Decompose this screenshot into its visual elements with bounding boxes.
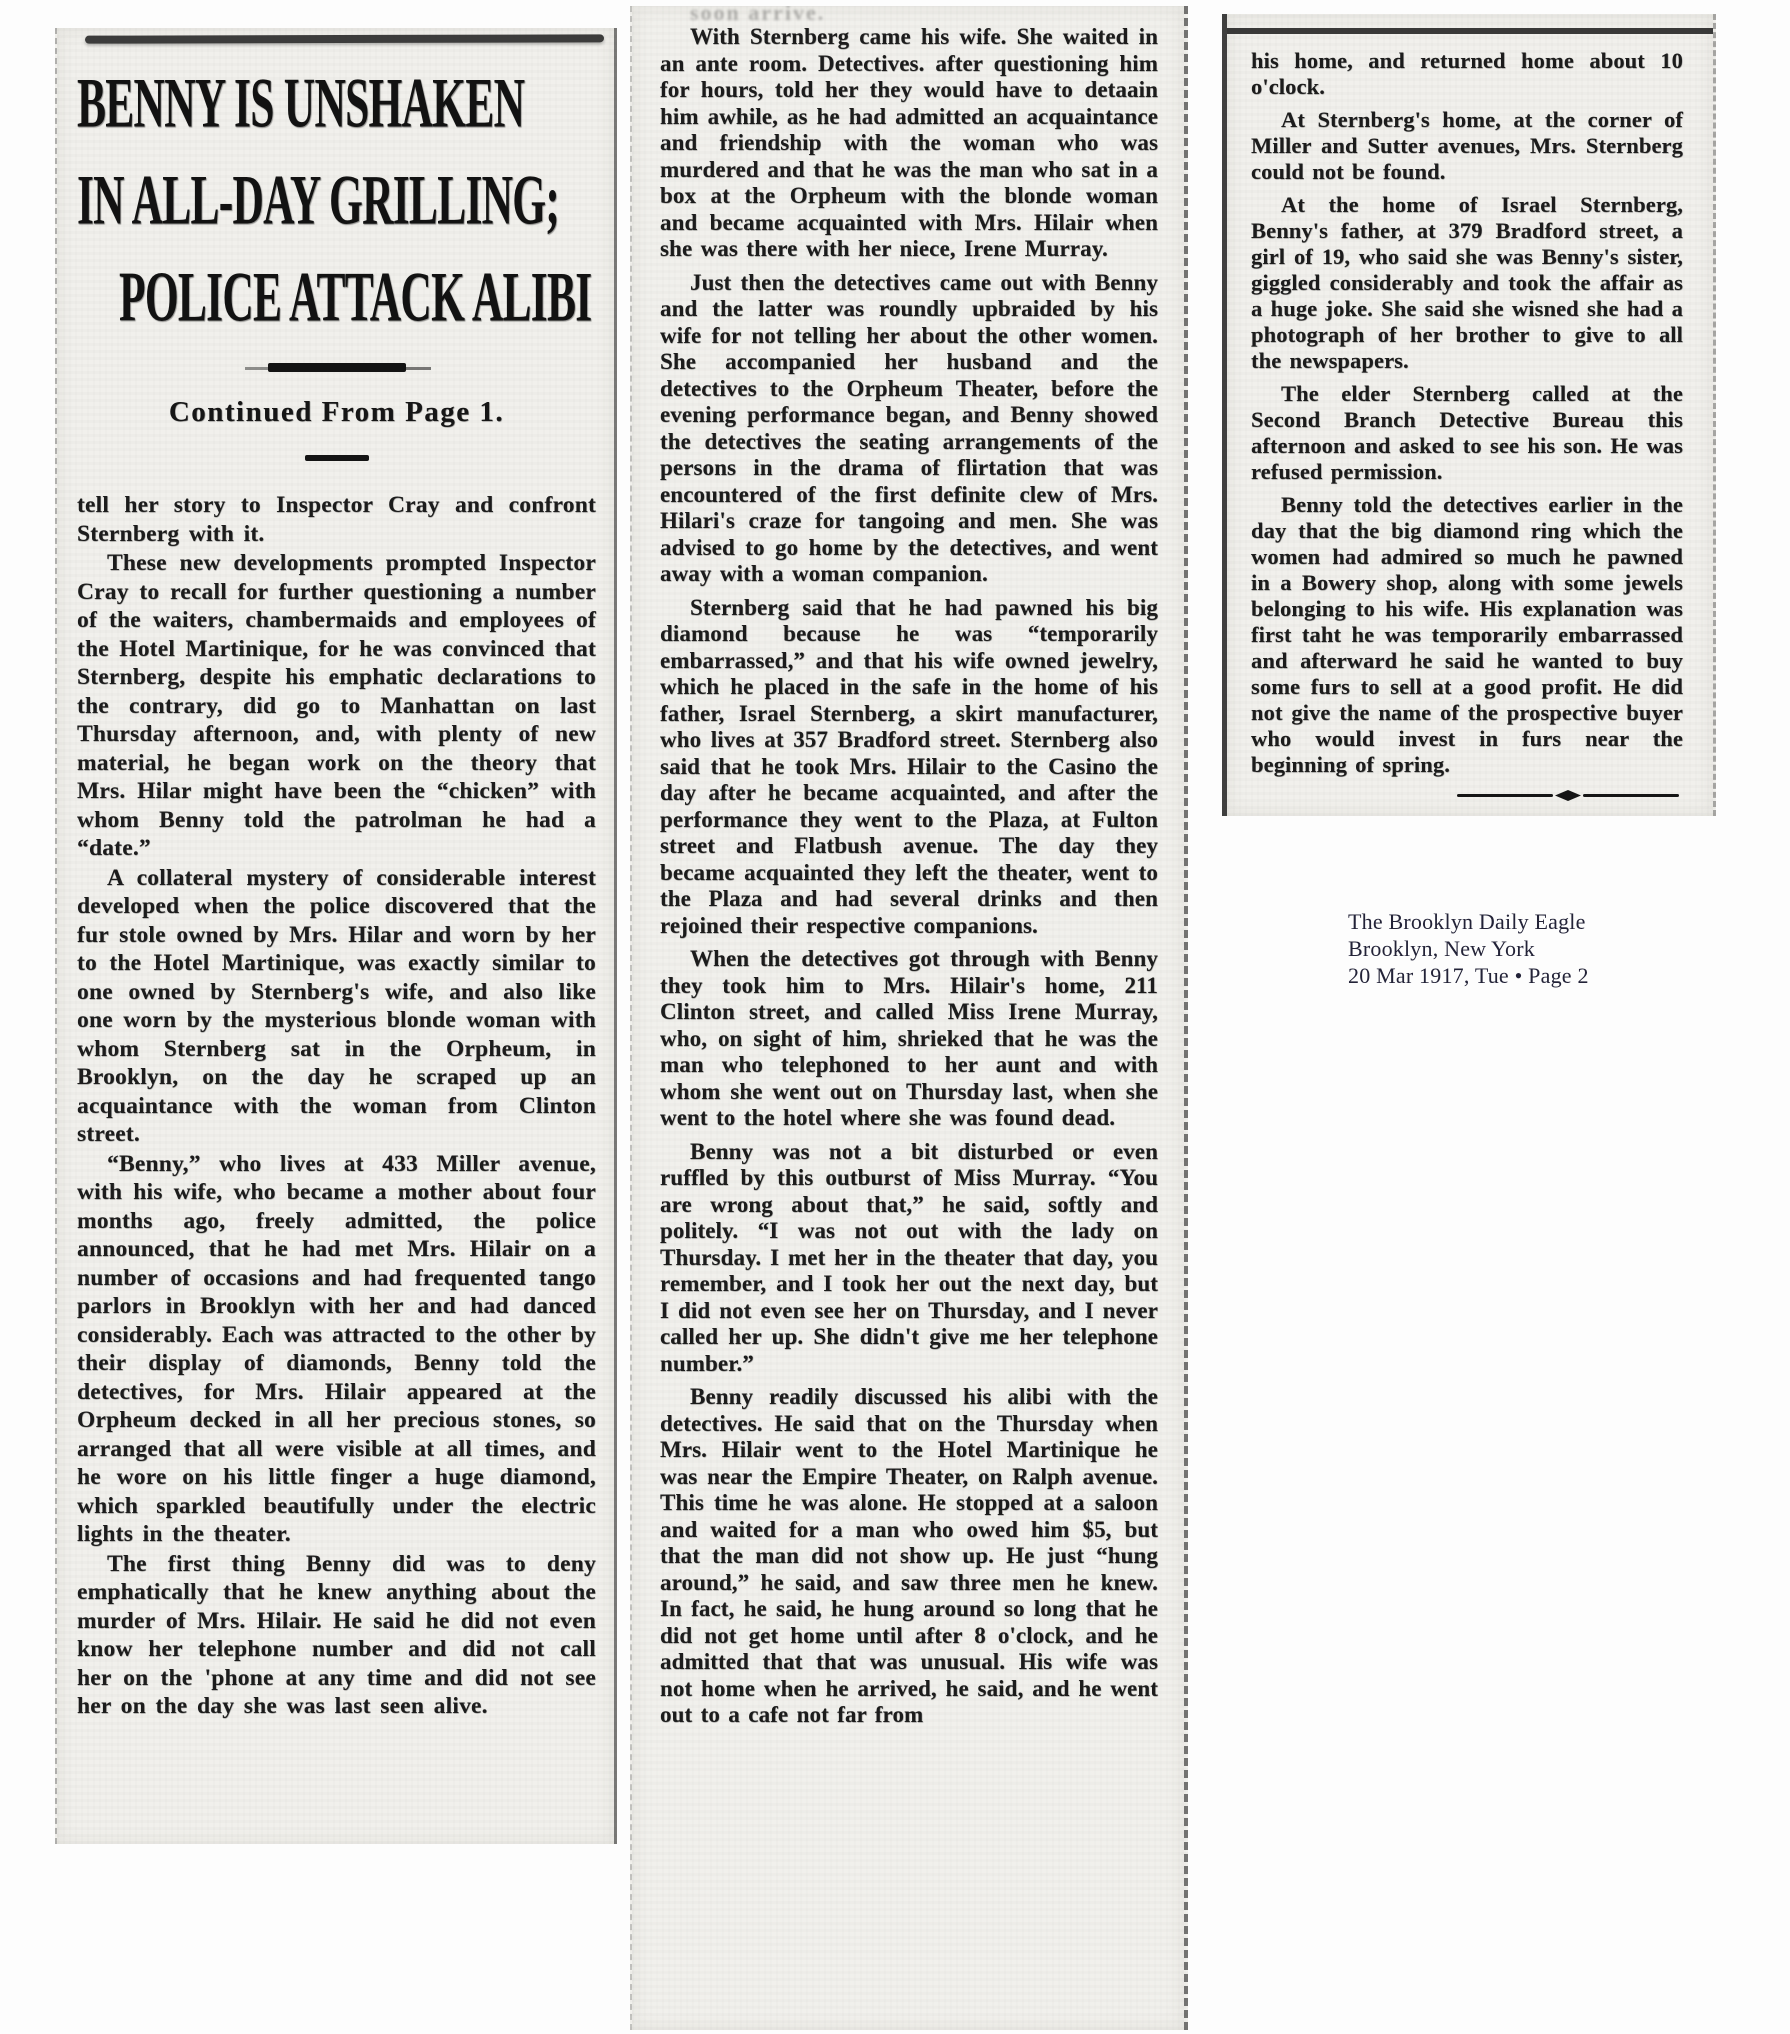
- article-paragraph: A collateral mystery of considerable interest developed when the police discovered that the fur stole owned by Mrs. Hilar and worn by her to the Hotel Martinique, was exactly similar to one owned by Sternberg's wife, and also like one worn by the mysterious blonde woman with whom Sternberg sat in the Orpheum, in Brooklyn, on the day he scraped up an acquaintance with the woman from Clinton street.: [77, 864, 596, 1147]
- newspaper-clipping-column-2: [630, 6, 1188, 2030]
- divider: [268, 363, 406, 372]
- article-headline: [77, 54, 596, 345]
- divider-line: [1457, 794, 1553, 797]
- article-paragraph: With Sternberg came his wife. She waited in an ante room. Detectives. after questioning him for hours, told her they would have to detaain him awhile, as he had admitted an acquaintance and friendship with the woman who was murdered and that he was the man who sat in a box at the Orpheum with the blonde woman and became acquainted with Mrs. Hilair when she was there with her niece, Irene Murray.: [660, 24, 1158, 261]
- article-body-column-1: [77, 491, 596, 1721]
- newspaper-clipping-column-3: [1222, 14, 1716, 816]
- article-paragraph: These new developments prompted Inspector Cray to recall for further questioning a number of the waiters, chambermaids and employees of the Hotel Martinique, for he was convinced that Sternberg, despite his emphatic declarations to the contrary, did go to Manhattan on last Thursday afternoon, and, with plenty of new material, he began work on the theory that Mrs. Hilar might have been the “chicken” with whom Benny told the patrolman he had a “date.”: [77, 550, 596, 861]
- article-paragraph: At the home of Israel Sternberg, Benny's father, at 379 Bradford street, a girl of 19, who said she was Benny's sister, giggled considerably and took the affair as a huge joke. She said she wisned she had a photograph of her brother to give to all the newspapers.: [1251, 192, 1683, 373]
- diamond-icon: [1555, 790, 1581, 801]
- citation-line: Brooklyn, New York: [1348, 936, 1535, 961]
- cutoff-text-line: soon arrive.: [690, 6, 826, 20]
- article-paragraph: Just then the detectives came out with Benny and the latter was roundly upbraided by his wife for not telling her about the other women. She accompanied her husband and the detectives to the Orpheum Theater, before the evening performance began, and Benny showed the detectives the seating arrangements of the persons in the drama of flirtation that was encountered of the first definite clew of Mrs. Hilari's craze for tangoing and men. She was advised to go home by the detectives, and went away with a woman companion.: [660, 269, 1158, 586]
- torn-edge-mark: [85, 34, 604, 43]
- headline-line: IN ALL-DAY GRILLING;: [77, 159, 560, 240]
- article-paragraph: Sternberg said that he had pawned his big diamond because he was “temporarily embarrassed,” and that his wife owned jewelry, which he placed in the safe in the home of his father, Israel Sternberg, a skirt manufacturer, who lives at 357 Bradford street. Sternberg also said that he took Mrs. Hilair to the Casino the day after he became acquainted, and after the performance they went to the Plaza, at Fulton street and Flatbush avenue. The day they became acquainted they left the theater, went to the Plaza and had several drinks and then rejoined their respective companions.: [660, 594, 1158, 938]
- article-paragraph: tell her story to Inspector Cray and confront Sternberg with it.: [77, 492, 596, 547]
- article-paragraph: his home, and returned home about 10 o'clock.: [1251, 48, 1683, 99]
- article-body-column-3: [1251, 48, 1683, 778]
- article-paragraph: The first thing Benny did was to deny emphatically that he knew anything about the murder of Mrs. Hilair. He said he did not even know her telephone number and did not call her on the 'phone at any time and did not see her on the day she was last seen alive.: [77, 1550, 596, 1719]
- newspaper-clipping-column-1: [55, 28, 617, 1844]
- article-paragraph: “Benny,” who lives at 433 Miller avenue, with his wife, who became a mother about four months ago, freely admitted, the police announced, that he had met Mrs. Hilair on a number of occasions and had frequented tango parlors in Brooklyn with her and had danced considerably. Each was attracted to the other by their display of diamonds, Benny told the detectives, for Mrs. Hilair appeared at the Orpheum decked in all her precious stones, so arranged that all were visible at all times, and he wore on his little finger a huge diamond, which sparkled beautifully under the electric lights in the theater.: [77, 1150, 596, 1547]
- article-paragraph: Benny told the detectives earlier in the day that the big diamond ring which the women had admired so much he pawned in a Bowery shop, along with some jewels belonging to his wife. His explanation was first taht he was temporarily embarrassed and afterward he said he wanted to buy some furs to sell at a good profit. He did not give the name of the prospective buyer who would invest in furs near the beginning of spring.: [1251, 492, 1683, 777]
- divider: [305, 455, 369, 461]
- continued-from-label: Continued From Page 1.: [168, 396, 505, 428]
- headline-line: BENNY IS UNSHAKEN: [77, 62, 525, 143]
- end-of-article-divider: [1457, 790, 1679, 801]
- article-paragraph: When the detectives got through with Benny they took him to Mrs. Hilair's home, 211 Clinton street, and called Miss Irene Murray, who, on sight of him, shrieked that he was the man who telephoned to her aunt and with whom she went out on Thursday last, when she went to the hotel where she was found dead.: [660, 946, 1158, 1130]
- article-body-column-2: [660, 24, 1158, 1729]
- citation-line: 20 Mar 1917, Tue • Page 2: [1348, 963, 1589, 988]
- headline-line: POLICE ATTACK ALIBI: [119, 256, 592, 337]
- newspaper-citation: [1348, 908, 1648, 989]
- article-paragraph: The elder Sternberg called at the Second Branch Detective Bureau this afternoon and asked to see his son. He was refused permission.: [1251, 381, 1683, 484]
- article-paragraph: Benny was not a bit disturbed or even ruffled by this outburst of Miss Murray. “You are wrong about that,” he said, softly and politely. “I was not out with the lady on Thursday. I met her in the theater that day, you remember, and I took her out the next day, but I did not even see her on Thursday, and I never called her up. She didn't give me her telephone number.”: [660, 1138, 1158, 1376]
- citation-line: The Brooklyn Daily Eagle: [1348, 909, 1586, 934]
- divider-line: [1583, 794, 1679, 797]
- article-paragraph: At Sternberg's home, at the corner of Miller and Sutter avenues, Mrs. Sternberg could not be found.: [1251, 107, 1683, 184]
- article-paragraph: Benny readily discussed his alibi with the detectives. He said that on the Thursday when Mrs. Hilair went to the Hotel Martinique he was near the Empire Theater, on Ralph avenue. This time he was alone. He stopped at a saloon and waited for a man who owed him $5, but that the man did not show up. He just “hung around,” he said, and saw three men he knew. In fact, he said, he hung around so long that he did not get home until after 8 o'clock, and he admitted that that was unusual. His wife was not home when he arrived, he said, and he went out to a cafe not far from: [660, 1384, 1158, 1727]
